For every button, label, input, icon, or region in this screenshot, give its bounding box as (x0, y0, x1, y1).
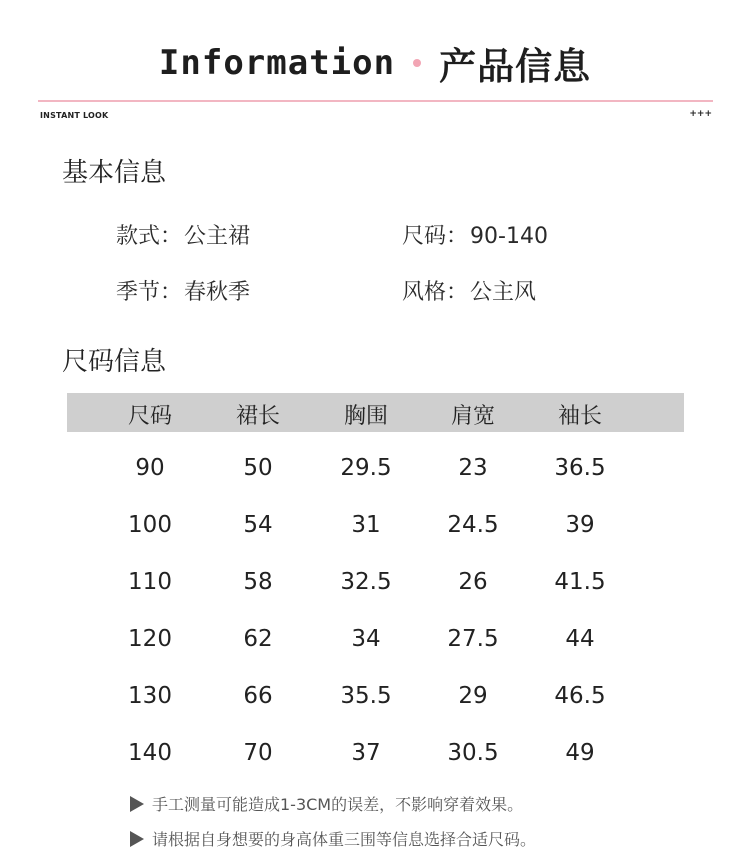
table-cell: 23 (458, 455, 488, 481)
table-cell: 66 (243, 683, 273, 709)
table-header-cell: 胸围 (343, 404, 388, 429)
selection-note (130, 827, 536, 850)
table-row (67, 671, 684, 728)
table-header-cell: 尺码 (127, 404, 172, 429)
info-item-fashion (402, 275, 536, 306)
info-label: 尺码： (402, 224, 469, 249)
info-value: 公主裙 (184, 224, 251, 249)
table-cell: 100 (128, 512, 172, 538)
info-item-size (402, 219, 548, 250)
table-cell: 24.5 (447, 512, 499, 538)
table-cell: 30.5 (447, 740, 499, 766)
table-cell: 35.5 (340, 683, 392, 709)
table-row (67, 557, 684, 614)
table-header-cell: 肩宽 (450, 404, 495, 429)
table-cell: 62 (243, 626, 273, 652)
table-header-cell: 袖长 (557, 404, 602, 429)
table-cell: 39 (565, 512, 595, 538)
table-cell: 130 (128, 683, 172, 709)
note-text: 手工测量可能造成1-3CM的误差，不影响穿着效果。 (152, 795, 524, 814)
table-cell: 44 (565, 626, 595, 652)
tagline: INSTANT LOOK (40, 111, 109, 120)
info-label: 风格： (402, 280, 469, 305)
size-info-title: 尺码信息 (62, 347, 167, 377)
note-text: 请根据自身想要的身高体重三围等信息选择合适尺码。 (152, 830, 537, 849)
table-cell: 26 (458, 569, 488, 595)
table-cell: 110 (128, 569, 172, 595)
header-divider (38, 100, 713, 102)
size-table (67, 393, 684, 766)
table-cell: 70 (243, 740, 273, 766)
plus-marks: +++ (689, 109, 712, 119)
table-cell: 31 (351, 512, 381, 538)
info-value: 春秋季 (184, 280, 251, 305)
table-cell: 41.5 (554, 569, 606, 595)
table-cell: 34 (351, 626, 381, 652)
table-row (67, 614, 684, 671)
table-cell: 120 (128, 626, 172, 652)
triangle-bullet-icon (130, 831, 144, 847)
table-header-row (67, 393, 684, 432)
info-item-season (116, 275, 250, 306)
info-label: 季节： (116, 280, 183, 305)
table-cell: 49 (565, 740, 595, 766)
page-header (0, 38, 750, 88)
triangle-bullet-icon (130, 796, 144, 812)
table-cell: 29 (458, 683, 488, 709)
table-cell: 90 (135, 455, 165, 481)
table-cell: 32.5 (340, 569, 392, 595)
table-header-cell: 裙长 (235, 404, 280, 429)
info-item-style (116, 219, 250, 250)
table-row (67, 728, 684, 785)
table-cell: 46.5 (554, 683, 606, 709)
table-row (67, 500, 684, 557)
table-row (67, 443, 684, 500)
header-title-cn: 产品信息 (439, 45, 592, 88)
measurement-note (130, 792, 523, 815)
info-value: 90-140 (470, 224, 548, 249)
table-cell: 29.5 (340, 455, 392, 481)
table-cell: 58 (243, 569, 273, 595)
basic-info-title: 基本信息 (62, 158, 167, 188)
table-cell: 54 (243, 512, 273, 538)
pink-dot-icon (413, 59, 421, 67)
table-cell: 27.5 (447, 626, 499, 652)
table-cell: 140 (128, 740, 172, 766)
table-cell: 50 (243, 455, 273, 481)
info-label: 款式： (116, 224, 183, 249)
table-cell: 36.5 (554, 455, 606, 481)
info-value: 公主风 (470, 280, 537, 305)
table-cell: 37 (351, 740, 381, 766)
header-title-en: Information (158, 43, 396, 83)
